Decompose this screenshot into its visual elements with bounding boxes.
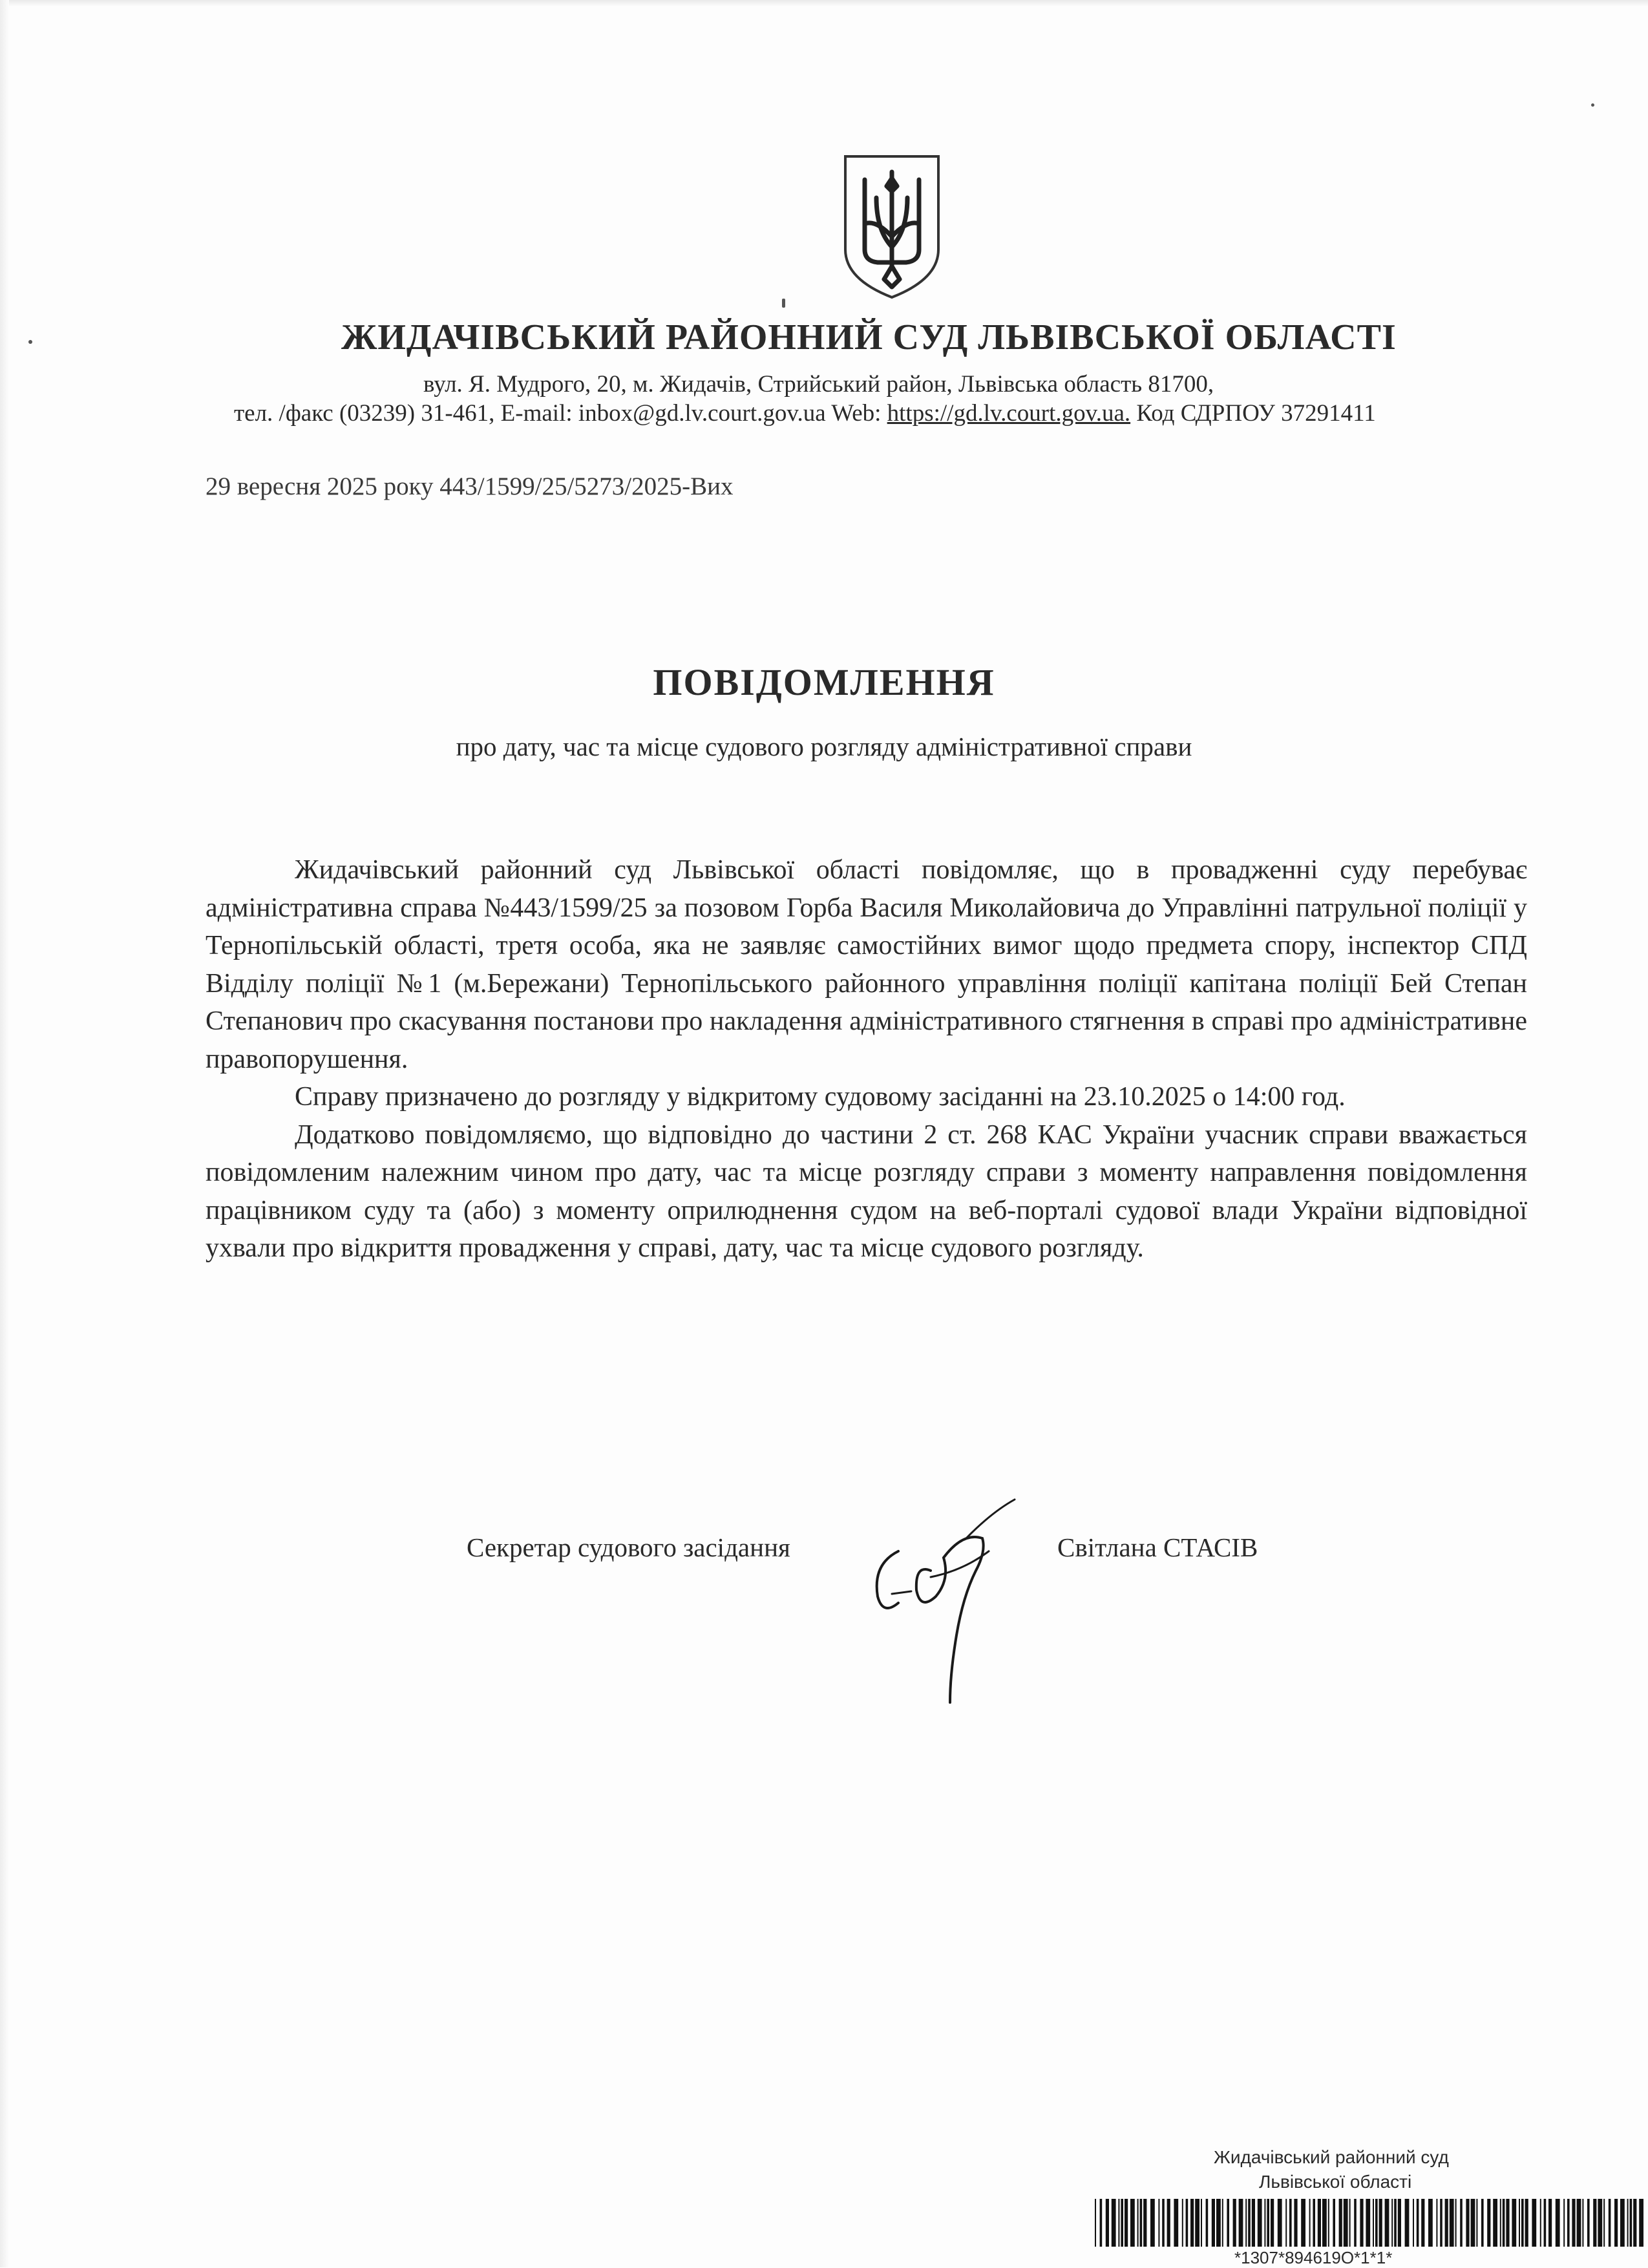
body-paragraph-3: Додатково повідомляємо, що відповідно до частини 2 ст. 268 КАС України учасник справи вважається повідомленим належним чином про дату, час та місце розгляду справи з моменту направлення повідомлення працівником суду та (або) з моменту оприлюднення судом на веб-порталі судової влади України відповідної ухвали про відкриття провадження у справі, дату, час та місце судового розгляду. <box>206 1119 1527 1263</box>
barcode-bar <box>1436 2199 1437 2247</box>
barcode-bar <box>1587 2199 1590 2247</box>
signatory-name: Світлана СТАСІВ <box>1057 1532 1258 1562</box>
barcode-bar <box>1440 2199 1442 2247</box>
barcode-bar <box>1548 2199 1552 2247</box>
barcode-bar <box>1476 2199 1477 2247</box>
website-link[interactable]: https://gd.lv.court.gov.ua. <box>887 400 1131 427</box>
barcode-bar <box>1405 2199 1410 2247</box>
signatory-role: Секретар судового засідання <box>467 1532 790 1562</box>
barcode-bar <box>1556 2199 1560 2247</box>
barcode-bar <box>1360 2199 1363 2247</box>
barcode-bar <box>1100 2199 1103 2247</box>
barcode-bar <box>1125 2199 1128 2247</box>
barcode-bar <box>1349 2199 1351 2247</box>
barcode-bar <box>1239 2199 1243 2247</box>
barcode-bar <box>1366 2199 1370 2247</box>
barcode-bar <box>1614 2199 1618 2247</box>
barcode-bar <box>1445 2199 1448 2247</box>
barcode-bar <box>1212 2199 1215 2247</box>
notice-body <box>206 851 1527 1267</box>
contacts-prefix: тел. /факс (03239) 31-461, E-mail: inbox@gd.lv.court.gov.ua Web: <box>234 400 887 427</box>
barcode-bar <box>1521 2199 1524 2247</box>
barcode-bar <box>1503 2199 1505 2247</box>
barcode-bar <box>1328 2199 1329 2247</box>
barcode-bar <box>1322 2199 1327 2247</box>
barcode-bar <box>1428 2199 1433 2247</box>
barcode-bar <box>1398 2199 1401 2247</box>
barcode-bar <box>1630 2199 1632 2247</box>
barcode-bar <box>1394 2199 1397 2247</box>
barcode-bar <box>1309 2199 1311 2247</box>
barcode-bar <box>1373 2199 1374 2247</box>
barcode-bar <box>1158 2199 1159 2247</box>
barcode-bar <box>1140 2199 1143 2247</box>
barcode-bar <box>1174 2199 1178 2247</box>
barcode-bar <box>1385 2199 1389 2247</box>
stamp-court-name: Жидачівський районний суд <box>1214 2147 1449 2167</box>
barcode-bar <box>1633 2199 1636 2247</box>
barcode-bar <box>1627 2199 1629 2247</box>
court-contacts <box>234 399 1376 427</box>
barcode-bar <box>1245 2199 1247 2247</box>
barcode-bar <box>1264 2199 1265 2247</box>
barcode-bar <box>1567 2199 1570 2247</box>
barcode-bar <box>1313 2199 1315 2247</box>
barcode-bar <box>1421 2199 1424 2247</box>
barcode-bar <box>1206 2199 1209 2247</box>
barcode-bar <box>1248 2199 1251 2247</box>
barcode-bar <box>1222 2199 1223 2247</box>
barcode-bar <box>1344 2199 1348 2247</box>
scan-edge <box>0 0 1648 6</box>
coat-of-arms-icon <box>840 153 944 301</box>
barcode-bar <box>1532 2199 1536 2247</box>
barcode-bar <box>1167 2199 1170 2247</box>
barcode-bar <box>1106 2199 1109 2247</box>
court-address: вул. Я. Мудрого, 20, м. Жидачів, Стрийський район, Львівська область 81700, <box>423 371 1214 397</box>
barcode-bar <box>1271 2199 1274 2247</box>
barcode-bar <box>1285 2199 1287 2247</box>
barcode-bar <box>1333 2199 1335 2247</box>
barcode-bar <box>1603 2199 1605 2247</box>
barcode-bar <box>1506 2199 1509 2247</box>
barcode-bar <box>1609 2199 1611 2247</box>
body-paragraph-1: Жидачівський районний суд Львівської області повідомляє, що в провадженні суду перебуває адміністративна справа №443/1599/25 за позовом Горба Василя Миколайовича до Управлінні патрульної поліції у Тернопільській області, третя особа, яка не заявляє самостійних вимог щодо предмета спору, інспектор СПД Відділу поліції №1 (м.Бережани) Тернопільського районного управління поліції капітана поліції Бей Степан Степанович про скасування постанови про накладення адміністративного стягнення в справі про адміністративне правопорушення. <box>206 855 1527 1074</box>
barcode-bar <box>1598 2199 1602 2247</box>
barcode-bar <box>1186 2199 1188 2247</box>
handwritten-signature <box>853 1441 1047 1713</box>
barcode-bar <box>1294 2199 1297 2247</box>
barcode-bar <box>1143 2199 1146 2247</box>
barcode-bar <box>1512 2199 1516 2247</box>
outgoing-reference: 29 вересня 2025 року 443/1599/25/5273/2025-Вих <box>206 472 734 500</box>
barcode-bar <box>1190 2199 1194 2247</box>
barcode-bar <box>1162 2199 1165 2247</box>
barcode-bar <box>1195 2199 1199 2247</box>
barcode-bar <box>1258 2199 1262 2247</box>
scan-speck <box>782 299 785 308</box>
scan-speck <box>28 340 32 344</box>
barcode-bar <box>1227 2199 1229 2247</box>
barcode-bar <box>1500 2199 1501 2247</box>
document-title: ПОВІДОМЛЕННЯ <box>653 661 995 703</box>
stamp-region: Львівської області <box>1259 2172 1412 2192</box>
barcode-bar <box>1301 2199 1305 2247</box>
barcode-bar <box>1413 2199 1414 2247</box>
barcode-bar <box>1339 2199 1342 2247</box>
barcode-bar <box>1493 2199 1497 2247</box>
contacts-suffix: Код СДРПОУ 37291411 <box>1130 400 1376 427</box>
scan-speck <box>1591 103 1594 107</box>
barcode-bar <box>1577 2199 1581 2247</box>
barcode-bar <box>1487 2199 1490 2247</box>
barcode-bar <box>1130 2199 1135 2247</box>
barcode-bar <box>1252 2199 1255 2247</box>
barcode-bar <box>1450 2199 1454 2247</box>
registration-stamp <box>1092 2147 1648 2267</box>
barcode-bar <box>1121 2199 1123 2247</box>
barcode-bar <box>1150 2199 1155 2247</box>
barcode-bar <box>1182 2199 1183 2247</box>
barcode-bar <box>1289 2199 1292 2247</box>
signature-block <box>0 1525 1648 1655</box>
barcode-bar <box>1417 2199 1419 2247</box>
court-name: ЖИДАЧІВСЬКИЙ РАЙОННИЙ СУД ЛЬВІВСЬКОЇ ОБЛАСТІ <box>341 317 1397 357</box>
scan-edge <box>0 0 9 2267</box>
barcode-bar <box>1375 2199 1378 2247</box>
barcode-bar <box>1095 2199 1096 2247</box>
barcode-bar <box>1544 2199 1547 2247</box>
barcode-bar <box>1278 2199 1282 2247</box>
barcode-bar <box>1391 2199 1393 2247</box>
barcode-bar <box>1572 2199 1575 2247</box>
barcode-text: *1307*894619О*1*1* <box>1234 2248 1393 2267</box>
barcode-bar <box>1620 2199 1625 2247</box>
barcode-bar <box>1525 2199 1528 2247</box>
barcode-bar <box>1593 2199 1596 2247</box>
barcode-bar <box>1460 2199 1463 2247</box>
barcode-bar <box>1267 2199 1269 2247</box>
barcode-bar <box>1379 2199 1382 2247</box>
barcode-bar <box>1216 2199 1221 2247</box>
barcode-bar <box>1639 2199 1643 2247</box>
barcode-bar <box>1582 2199 1583 2247</box>
barcode-bar <box>1481 2199 1484 2247</box>
barcode-bar <box>1112 2199 1116 2247</box>
barcode <box>1092 2199 1648 2247</box>
barcode-bar <box>1318 2199 1321 2247</box>
barcode-bar <box>1471 2199 1475 2247</box>
barcode-bar <box>1354 2199 1357 2247</box>
barcode-bar <box>1455 2199 1457 2247</box>
barcode-bar <box>1466 2199 1469 2247</box>
body-paragraph-2: Справу призначено до розгляду у відкритому судовому засіданні на 23.10.2025 о 14:00 год. <box>295 1082 1346 1112</box>
barcode-bar <box>1540 2199 1541 2247</box>
barcode-bar <box>1137 2199 1139 2247</box>
barcode-bar <box>1563 2199 1565 2247</box>
barcode-bar <box>1201 2199 1202 2247</box>
barcode-bar <box>1118 2199 1119 2247</box>
document-subtitle: про дату, час та місце судового розгляду адміністративної справи <box>456 732 1192 761</box>
barcode-bar <box>1519 2199 1520 2247</box>
barcode-bar <box>1233 2199 1236 2247</box>
